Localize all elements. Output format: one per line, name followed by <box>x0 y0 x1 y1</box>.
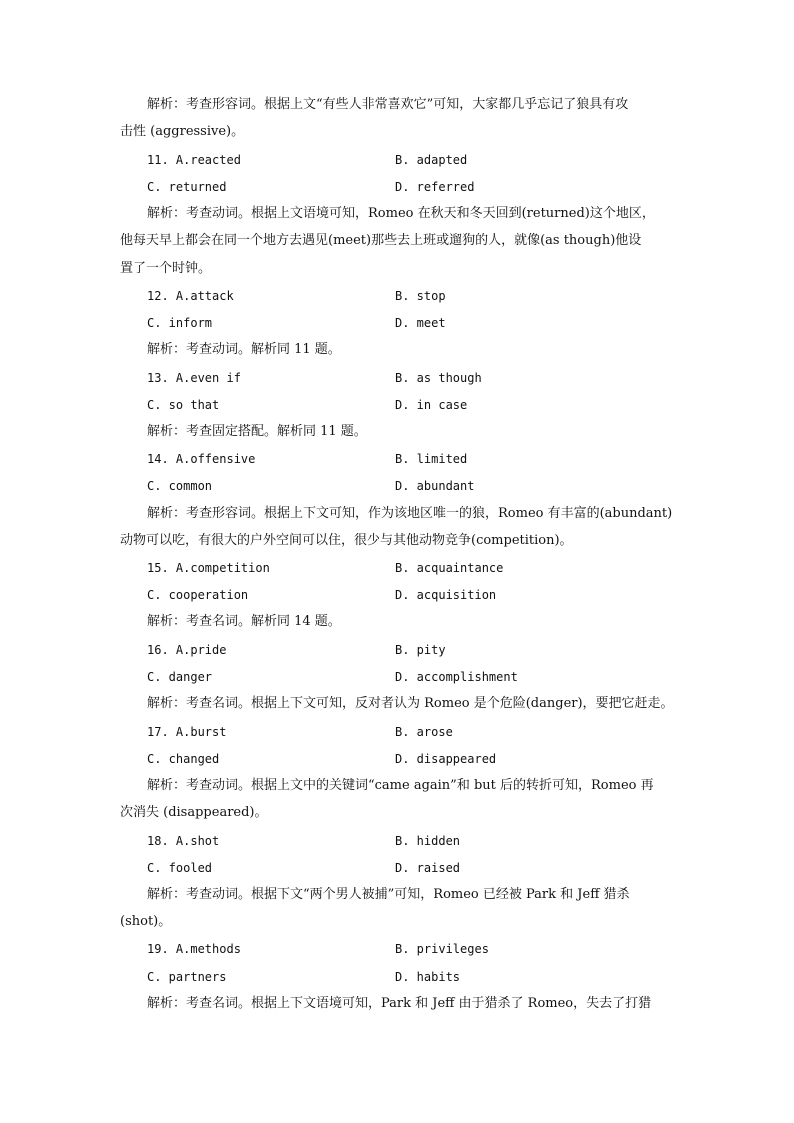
q11-option-a: 11. A.reacted <box>147 153 241 167</box>
explanation-14-line-2: 动物可以吃，有很大的户外空间可以住，很少与其他动物竞争(competition)。 <box>120 533 573 548</box>
explanation-13: 解析：考查固定搭配。解析同 11 题。 <box>147 424 367 439</box>
explanation-10-line-2: 击性 (aggressive)。 <box>120 124 245 139</box>
q11-option-d: D. referred <box>395 180 475 194</box>
q14-option-d: D. abundant <box>395 479 475 493</box>
explanation-19-line-1: 解析：考查名词。根据上下文语境可知，Park 和 Jeff 由于猎杀了 Romeo，失去了打猎 <box>147 996 652 1011</box>
q13-option-d: D. in case <box>395 398 468 412</box>
q16-option-b: B. pity <box>395 643 446 657</box>
explanation-11-line-2: 他每天早上都会在同一个地方去遇见(meet)那些去上班或遛狗的人，就像(as though)他设 <box>120 233 642 248</box>
q13-option-c: C. so that <box>147 398 220 412</box>
explanation-14-line-1: 解析：考查形容词。根据上下文可知，作为该地区唯一的狼，Romeo 有丰富的(abundant) <box>147 506 673 521</box>
q12-option-b: B. stop <box>395 289 446 303</box>
explanation-11-line-1: 解析：考查动词。根据上文语境可知，Romeo 在秋天和冬天回到(returned)这个地区， <box>147 206 655 221</box>
q18-option-c: C. fooled <box>147 861 213 875</box>
q15-option-d: D. acquisition <box>395 588 497 602</box>
q19-option-d: D. habits <box>395 970 461 984</box>
q13-option-a: 13. A.even if <box>147 371 241 385</box>
q19-option-c: C. partners <box>147 970 227 984</box>
q15-option-c: C. cooperation <box>147 588 249 602</box>
q17-option-b: B. arose <box>395 725 453 739</box>
q18-option-a: 18. A.shot <box>147 834 220 848</box>
explanation-11-line-3: 置了一个时钟。 <box>120 261 212 276</box>
q14-option-a: 14. A.offensive <box>147 452 256 466</box>
q15-option-b: B. acquaintance <box>395 561 504 575</box>
q12-option-a: 12. A.attack <box>147 289 234 303</box>
q12-option-d: D. meet <box>395 316 446 330</box>
q13-option-b: B. as though <box>395 371 482 385</box>
q11-option-b: B. adapted <box>395 153 468 167</box>
explanation-15: 解析：考查名词。解析同 14 题。 <box>147 614 341 629</box>
explanation-10-line-1: 解析：考查形容词。根据上文“有些人非常喜欢它”可知，大家都几乎忘记了狼具有攻 <box>147 97 629 112</box>
explanation-16: 解析：考查名词。根据上下文可知，反对者认为 Romeo 是个危险(danger)，要把它赶走。 <box>147 696 674 711</box>
q19-option-a: 19. A.methods <box>147 942 241 956</box>
q15-option-a: 15. A.competition <box>147 561 270 575</box>
q17-option-a: 17. A.burst <box>147 725 227 739</box>
explanation-17-line-2: 次消失 (disappeared)。 <box>120 805 268 820</box>
q18-option-b: B. hidden <box>395 834 461 848</box>
q19-option-b: B. privileges <box>395 942 489 956</box>
q12-option-c: C. inform <box>147 316 213 330</box>
explanation-12: 解析：考查动词。解析同 11 题。 <box>147 342 341 357</box>
q17-option-c: C. changed <box>147 752 220 766</box>
q16-option-a: 16. A.pride <box>147 643 227 657</box>
explanation-18-line-2: (shot)。 <box>120 914 172 929</box>
q14-option-b: B. limited <box>395 452 468 466</box>
q16-option-c: C. danger <box>147 670 213 684</box>
q11-option-c: C. returned <box>147 180 227 194</box>
q16-option-d: D. accomplishment <box>395 670 518 684</box>
q17-option-d: D. disappeared <box>395 752 497 766</box>
explanation-17-line-1: 解析：考查动词。根据上文中的关键词“came again”和 but 后的转折可知，Romeo 再 <box>147 778 654 793</box>
q18-option-d: D. raised <box>395 861 461 875</box>
explanation-18-line-1: 解析：考查动词。根据下文“两个男人被捕”可知，Romeo 已经被 Park 和 Jeff 猎杀 <box>147 887 630 902</box>
q14-option-c: C. common <box>147 479 213 493</box>
